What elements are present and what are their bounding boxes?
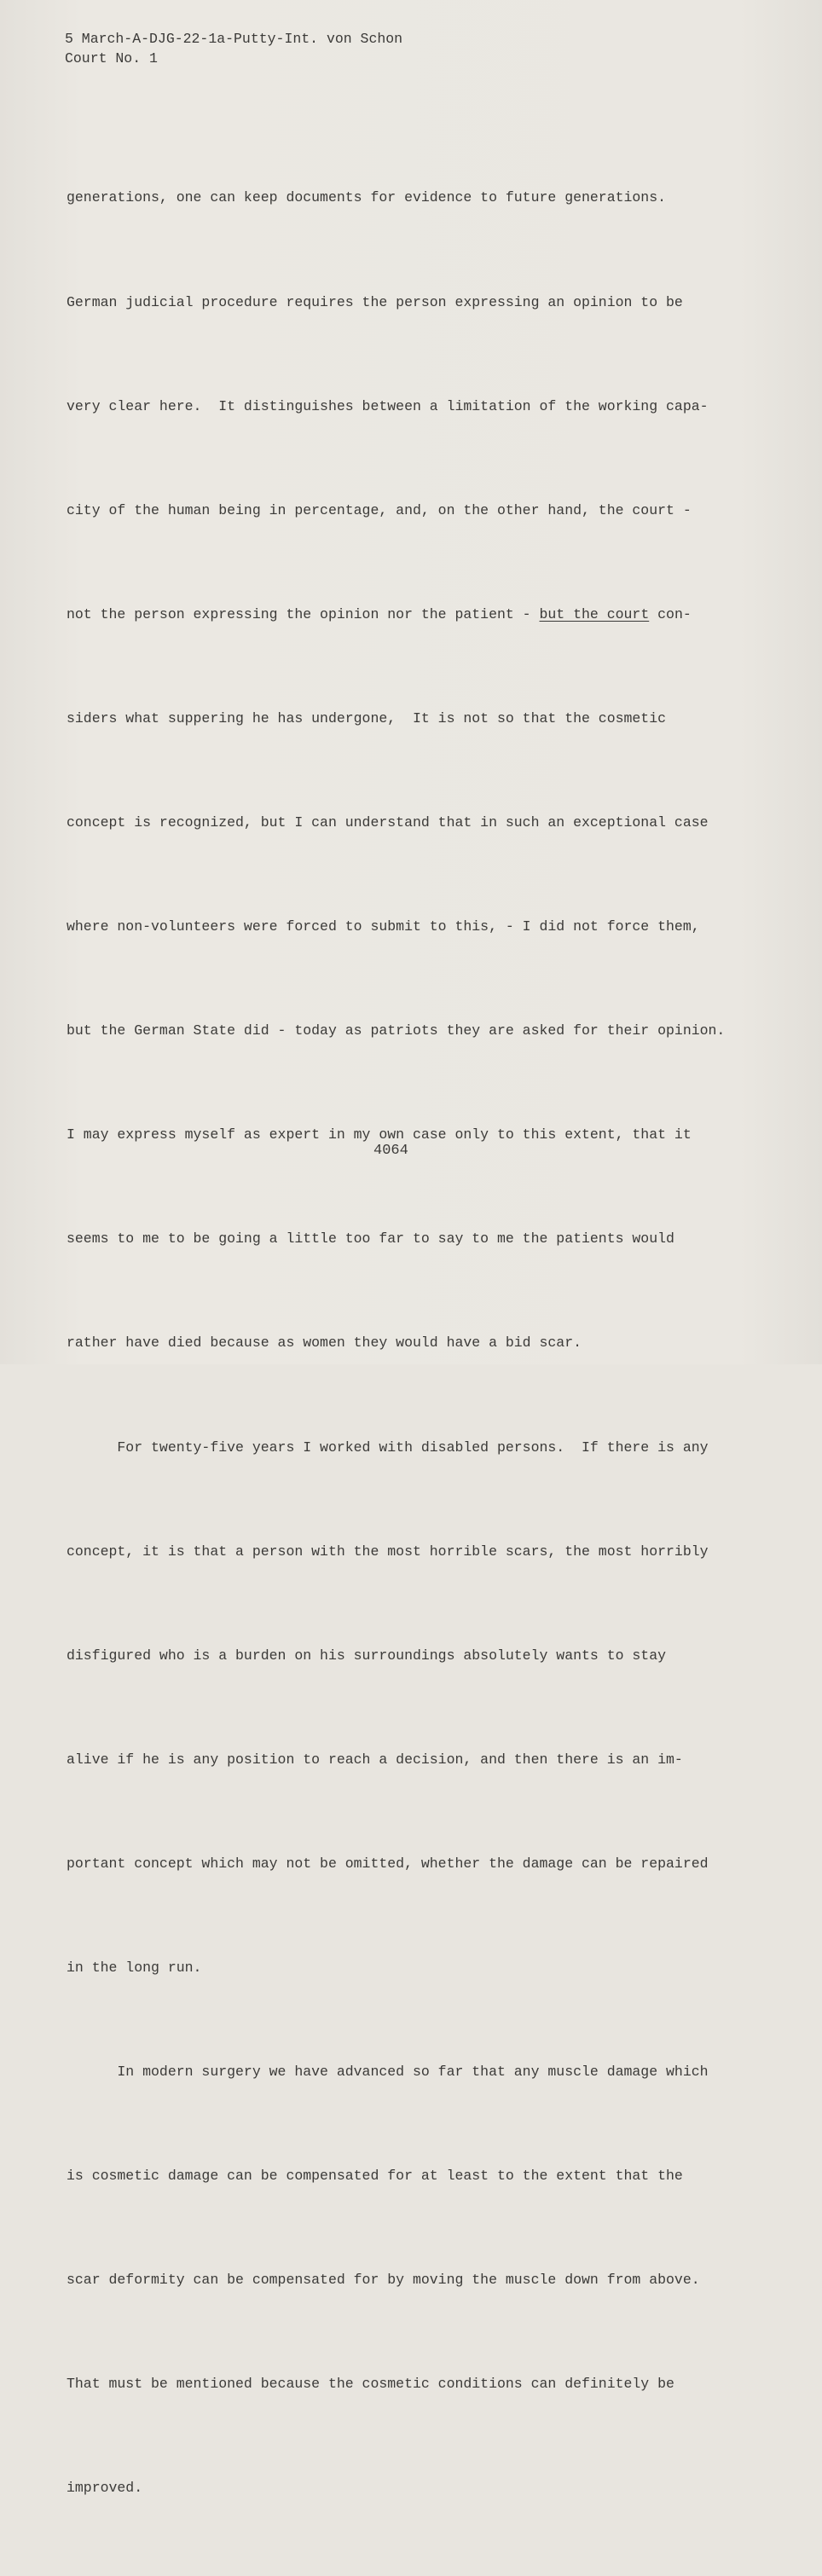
text-line: disfigured who is a burden on his surroundings absolutely wants to stay bbox=[67, 1647, 667, 1664]
text-line: portant concept which may not be omitted, whether the damage can be repaired bbox=[67, 1855, 709, 1872]
text-line: In modern surgery we have advanced so far that any muscle damage which bbox=[67, 2064, 709, 2081]
text-line: scar deformity can be compensated for by moving the muscle down from above. bbox=[67, 2272, 700, 2289]
text-line: seems to me to be going a little too far to say to me the patients would bbox=[67, 1230, 674, 1247]
text-line: concept, it is that a person with the most horrible scars, the most horribly bbox=[67, 1543, 709, 1560]
text-line: German judicial procedure requires the person expressing an opinion to be bbox=[67, 293, 683, 310]
header-court: Court No. 1 bbox=[65, 50, 158, 67]
text-line: city of the human being in percentage, and, on the other hand, the court - bbox=[67, 501, 692, 518]
text-line: alive if he is any position to reach a decision, and then there is an im- bbox=[67, 1751, 683, 1768]
text-line: For twenty-five years I worked with disabled persons. If there is any bbox=[67, 1439, 709, 1456]
text-line: improved. bbox=[67, 2480, 143, 2497]
header-reference: 5 March-A-DJG-22-1a-Putty-Int. von Schon bbox=[65, 31, 403, 47]
text-line: is cosmetic damage can be compensated for at least to the extent that the bbox=[67, 2168, 683, 2185]
text-line: very clear here. It distinguishes between a limitation of the working capa- bbox=[67, 397, 709, 414]
document-header bbox=[65, 29, 402, 68]
page-number: 4064 bbox=[373, 1143, 408, 1159]
text-line: where non-volunteers were forced to submit to this, - I did not force them, bbox=[67, 918, 700, 935]
underlined-text: but the court bbox=[539, 605, 650, 622]
text-line: concept is recognized, but I can understand that in such an exceptional case bbox=[67, 813, 709, 831]
document-body bbox=[67, 112, 725, 2576]
text-segment: not the person expressing the opinion nor the patient - bbox=[67, 605, 540, 622]
text-segment: con- bbox=[649, 605, 692, 622]
text-line: in the long run. bbox=[67, 1959, 202, 1976]
text-line: siders what suppering he has undergone, It is not so that the cosmetic bbox=[67, 709, 667, 726]
text-line: rather have died because as women they would have a bid scar. bbox=[67, 1334, 582, 1352]
text-line: That must be mentioned because the cosmetic conditions can definitely be bbox=[67, 2376, 674, 2393]
text-line: I may express myself as expert in my own case only to this extent, that it bbox=[67, 1126, 692, 1143]
text-line: but the German State did - today as patriots they are asked for their opinion. bbox=[67, 1022, 726, 1039]
text-line bbox=[67, 598, 725, 633]
text-line: generations, one can keep documents for evidence to future generations. bbox=[67, 189, 667, 206]
